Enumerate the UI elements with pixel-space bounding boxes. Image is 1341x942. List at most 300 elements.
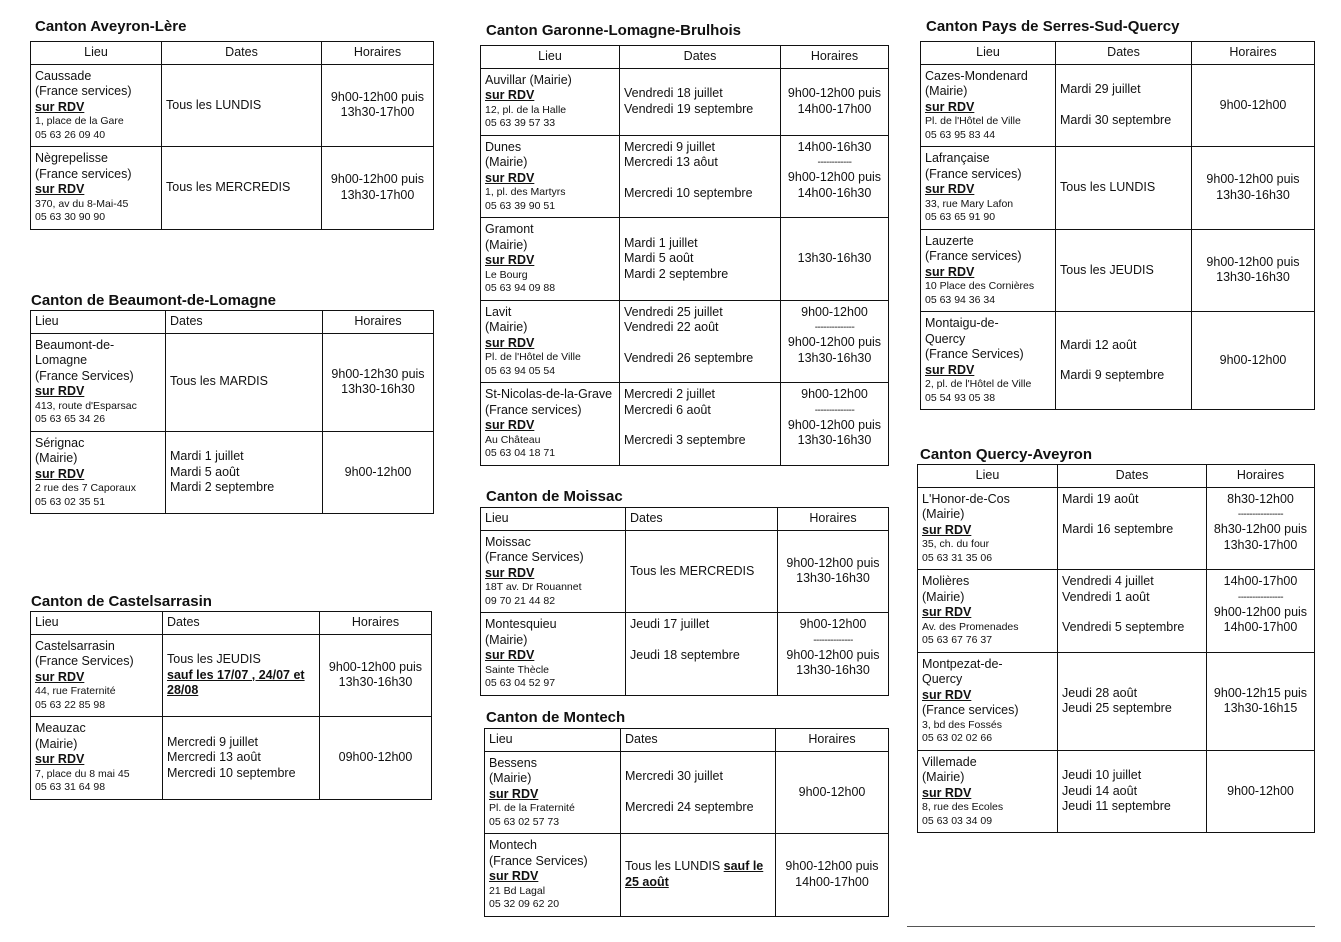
- location-address: 05 63 67 76 37: [922, 634, 993, 646]
- location-name: Molières: [922, 574, 970, 588]
- rdv-label: sur RDV: [485, 418, 535, 432]
- hours-line: 9h00-12h00 puis: [1213, 604, 1308, 619]
- location-address: 05 63 94 09 88: [485, 282, 556, 294]
- rdv-label: sur RDV: [485, 335, 535, 350]
- hours-line: 9h00-12h00 puis: [786, 555, 880, 570]
- date-line: Mardi 2 septembre: [170, 480, 275, 494]
- spacer: [1062, 507, 1202, 522]
- date-line: Mardi 29 juillet: [1060, 82, 1141, 97]
- location-name: Montesquieu: [485, 617, 557, 631]
- rdv-label: sur RDV: [922, 605, 972, 619]
- rdv-label: sur RDV: [925, 362, 975, 377]
- location-address: 18T av. Dr Rouannet: [485, 581, 582, 593]
- cell-dates: [1056, 64, 1192, 147]
- date-line: Jeudi 11 septembre: [1062, 799, 1171, 813]
- location-address: 44, rue Fraternité: [35, 685, 116, 697]
- cell-lieu: [918, 570, 1058, 653]
- spacer: [1060, 353, 1187, 368]
- location-address: 1, pl. des Martyrs: [485, 186, 566, 198]
- rdv-label: sur RDV: [925, 182, 975, 196]
- cell-horaires: [1192, 312, 1315, 410]
- location-address: 1, place de la Gare: [35, 115, 124, 127]
- hours-line: 9h00-12h00 puis: [787, 86, 882, 100]
- rdv-label: sur RDV: [922, 785, 972, 800]
- location-address: 370, av du 8-Mai-45: [35, 197, 129, 210]
- hours-line: 9h00-12h00: [799, 617, 867, 631]
- date-line: Tous les LUNDIS: [166, 97, 262, 112]
- hours-line: 13h30-16h15: [1223, 701, 1298, 715]
- column-header-dates: Dates: [162, 42, 322, 65]
- column-header-horaires: Horaires: [1192, 42, 1315, 65]
- date-line: Mercredi 10 septembre: [167, 765, 296, 780]
- column-header-lieu: Lieu: [481, 508, 626, 531]
- hours-line: 09h00-12h00: [338, 750, 413, 764]
- cell-dates: [621, 751, 776, 834]
- rdv-label: sur RDV: [35, 182, 85, 196]
- cell-lieu: [481, 68, 620, 135]
- cell-horaires: [781, 68, 889, 135]
- cell-horaires: [323, 431, 434, 514]
- cell-horaires: [320, 634, 432, 717]
- table-row: [31, 333, 434, 431]
- cell-dates: [621, 834, 776, 917]
- date-line: Mercredi 3 septembre: [624, 433, 746, 447]
- canton-title-serres: Canton Pays de Serres-Sud-Quercy: [926, 18, 1180, 35]
- column-header-lieu: Lieu: [918, 465, 1058, 488]
- cell-dates: [166, 431, 323, 514]
- column-header-dates: Dates: [626, 508, 778, 531]
- location-name: (Mairie): [922, 507, 965, 521]
- rdv-label: sur RDV: [485, 88, 535, 102]
- location-name: Quercy: [922, 672, 963, 686]
- column-header-dates: Dates: [1056, 42, 1192, 65]
- date-line: Tous les MERCREDIS: [630, 563, 755, 578]
- location-address: 05 63 65 91 90: [925, 211, 996, 223]
- hours-line: 13h30-16h30: [797, 350, 872, 365]
- separator-dashes: ----------------: [1237, 591, 1284, 603]
- date-line: Vendredi 22 août: [624, 320, 719, 334]
- location-name: (Mairie): [35, 451, 78, 465]
- hours-line: 13h30-16h30: [1216, 187, 1290, 202]
- date-line: Jeudi 17 juillet: [630, 617, 710, 631]
- date-line: Jeudi 18 septembre: [630, 647, 740, 662]
- rdv-label: sur RDV: [35, 669, 85, 684]
- location-name: (France Services): [489, 853, 588, 868]
- location-address: 05 63 94 36 34: [925, 293, 996, 306]
- column-header-lieu: Lieu: [31, 42, 162, 65]
- location-name: (Mairie): [922, 589, 965, 604]
- date-line: Mercredi 13 aôut: [624, 155, 718, 169]
- cell-dates: [1056, 229, 1192, 312]
- hours-line: 8h30-12h00: [1227, 491, 1294, 506]
- column-header-lieu: Lieu: [31, 612, 163, 635]
- separator-dashes: --------------: [813, 634, 853, 646]
- cell-dates: [1058, 570, 1207, 653]
- date-line: Mercredi 9 juillet: [624, 139, 716, 154]
- hours-line: 9h00-12h15 puis: [1213, 685, 1308, 700]
- cell-lieu: [918, 750, 1058, 833]
- location-address: Le Bourg: [485, 268, 528, 281]
- rdv-label: sur RDV: [925, 264, 975, 279]
- date-line: Mercredi 13 août: [167, 750, 261, 764]
- location-name: Lauzerte: [925, 233, 974, 248]
- table-beaumont: [30, 310, 434, 514]
- location-address: Av. des Promenades: [922, 620, 1019, 633]
- cell-dates: [166, 333, 323, 431]
- hours-line: 9h00-12h00 puis: [785, 859, 879, 874]
- table-row: [481, 300, 889, 383]
- cell-horaires: [1207, 750, 1315, 833]
- location-name: Caussade: [35, 68, 92, 83]
- location-name: Auvillar (Mairie): [485, 72, 572, 87]
- canton-title-quercy: Canton Quercy-Aveyron: [920, 446, 1092, 463]
- date-line: Tous les MERCREDIS: [166, 180, 291, 194]
- cell-lieu: [31, 64, 162, 147]
- hours-line: 13h30-17h00: [340, 187, 415, 202]
- hours-line: 9h00-12h00 puis: [328, 659, 423, 674]
- location-address: Pl. de la Fraternité: [489, 802, 575, 814]
- location-name: (France services): [925, 249, 1022, 263]
- spacer: [630, 633, 773, 648]
- hours-line: 9h00-12h00: [1219, 352, 1287, 367]
- table-row: [485, 751, 889, 834]
- date-exception: 28/08: [167, 683, 199, 697]
- date-line: Vendredi 5 septembre: [1062, 620, 1185, 634]
- date-line: Jeudi 14 août: [1062, 783, 1138, 798]
- cell-dates: [162, 147, 322, 230]
- cell-lieu: [921, 229, 1056, 312]
- date-exception: 25 août: [625, 874, 669, 889]
- cell-lieu: [481, 530, 626, 613]
- location-name: (Mairie): [35, 736, 78, 751]
- column-header-lieu: Lieu: [485, 729, 621, 752]
- location-name: Cazes-Mondenard: [925, 68, 1028, 83]
- cell-lieu: [918, 487, 1058, 570]
- location-name: Montech: [489, 838, 537, 852]
- location-address: 05 63 95 83 44: [925, 128, 996, 141]
- rdv-label: sur RDV: [922, 522, 972, 537]
- hours-line: 14h00-17h00: [1223, 620, 1298, 634]
- canton-title-moissac: Canton de Moissac: [486, 488, 623, 505]
- location-address: 05 63 39 90 51: [485, 199, 556, 212]
- table-row: [481, 383, 889, 466]
- cell-horaires: [778, 613, 889, 696]
- location-address: 05 63 02 57 73: [489, 815, 560, 828]
- hours-line: 13h30-16h30: [1216, 270, 1290, 285]
- location-name: (Mairie): [485, 632, 528, 647]
- location-name: (France Services): [485, 550, 584, 564]
- hours-line: 9h00-12h00 puis: [787, 170, 882, 184]
- cell-dates: [620, 68, 781, 135]
- cell-dates: [620, 300, 781, 383]
- date-line: Mercredi 2 juillet: [624, 387, 716, 401]
- cell-dates: [626, 613, 778, 696]
- table-row: [918, 652, 1315, 750]
- location-address: 05 63 02 35 51: [35, 495, 106, 508]
- cell-horaires: [1207, 487, 1315, 570]
- location-address: 10 Place des Cornières: [925, 280, 1035, 292]
- date-line: Vendredi 4 juillet: [1062, 574, 1154, 588]
- location-name: Gramont: [485, 222, 534, 236]
- location-address: 35, ch. du four: [922, 538, 990, 550]
- table-quercy: [917, 464, 1315, 833]
- cell-dates: [620, 135, 781, 218]
- location-address: 05 63 39 57 33: [485, 117, 556, 129]
- cell-horaires: [781, 300, 889, 383]
- canton-title-aveyron-lere: Canton Aveyron-Lère: [35, 18, 187, 35]
- location-address: 05 63 30 90 90: [35, 211, 106, 223]
- column-header-horaires: Horaires: [323, 311, 434, 334]
- location-name: (Mairie): [485, 320, 528, 334]
- hours-line: 13h30-16h30: [797, 433, 872, 447]
- cell-lieu: [481, 135, 620, 218]
- column-header-dates: Dates: [621, 729, 776, 752]
- cell-horaires: [1192, 64, 1315, 147]
- location-address: 05 63 03 34 09: [922, 814, 993, 827]
- location-name: (France services): [485, 402, 582, 417]
- hours-line: 9h00-12h00 puis: [787, 335, 882, 349]
- location-name: (France services): [925, 166, 1022, 181]
- date-line: Tous les JEUDIS: [1060, 262, 1154, 277]
- table-row: [31, 147, 434, 230]
- table-row: [918, 570, 1315, 653]
- date-line: Vendredi 26 septembre: [624, 350, 754, 365]
- date-line: Tous les JEUDIS: [167, 652, 261, 666]
- separator-dashes: --------------: [814, 322, 855, 333]
- date-line: Mercredi 24 septembre: [625, 799, 754, 814]
- spacer: [1060, 98, 1187, 113]
- separator-dashes: --------------: [814, 404, 855, 416]
- hours-line: 13h30-16h30: [797, 251, 872, 265]
- column-header-dates: Dates: [166, 311, 323, 334]
- cell-lieu: [31, 431, 166, 514]
- date-line: Mercredi 10 septembre: [624, 185, 753, 200]
- cell-horaires: [781, 135, 889, 218]
- canton-title-montech: Canton de Montech: [486, 709, 626, 726]
- hours-line: 13h30-16h30: [796, 571, 870, 586]
- cell-horaires: [776, 834, 889, 917]
- cell-lieu: [31, 634, 163, 717]
- location-address: 8, rue des Ecoles: [922, 801, 1004, 813]
- date-line: Mardi 5 août: [170, 464, 240, 479]
- table-serres: [920, 41, 1315, 410]
- table-row: [921, 229, 1315, 312]
- location-name: (Mairie): [485, 237, 528, 252]
- hours-line: 9h00-12h00 puis: [786, 647, 880, 662]
- hours-line: 9h00-12h00 puis: [330, 89, 425, 104]
- date-line: Vendredi 19 septembre: [624, 101, 754, 116]
- table-row: [31, 717, 432, 800]
- location-name: (France Services): [35, 654, 134, 668]
- date-line: Jeudi 25 septembre: [1062, 701, 1172, 715]
- date-line: Jeudi 28 août: [1062, 685, 1138, 700]
- hours-line: 13h30-17h00: [1223, 537, 1298, 552]
- cell-horaires: [322, 64, 434, 147]
- location-name: (Mairie): [925, 84, 968, 98]
- table-castelsarrasin: [30, 611, 432, 800]
- cell-lieu: [31, 333, 166, 431]
- location-address: 12, pl. de la Halle: [485, 103, 567, 116]
- rdv-label: sur RDV: [489, 786, 539, 801]
- column-header-lieu: Lieu: [481, 46, 620, 69]
- date-line: Mardi 16 septembre: [1062, 522, 1174, 536]
- location-name: Bessens: [489, 755, 537, 770]
- spacer: [1062, 605, 1202, 620]
- location-name: (France Services): [925, 347, 1024, 361]
- location-address: 05 63 94 05 54: [485, 364, 556, 377]
- rdv-label: sur RDV: [489, 869, 539, 883]
- cell-dates: [1058, 487, 1207, 570]
- location-address: 05 63 26 09 40: [35, 128, 106, 141]
- hours-line: 14h00-16h30: [797, 139, 872, 154]
- spacer: [624, 418, 776, 433]
- spacer: [625, 785, 771, 800]
- hours-line: 8h30-12h00 puis: [1213, 522, 1308, 536]
- cell-dates: [620, 383, 781, 466]
- table-garonne: [480, 45, 889, 466]
- location-name: (Mairie): [485, 155, 528, 169]
- location-address: 05 63 04 52 97: [485, 677, 556, 689]
- location-name: Meauzac: [35, 721, 86, 735]
- cell-horaires: [322, 147, 434, 230]
- canton-title-garonne: Canton Garonne-Lomagne-Brulhois: [486, 22, 741, 39]
- rdv-label: sur RDV: [35, 752, 85, 766]
- location-name: Beaumont-de-: [35, 337, 115, 352]
- table-row: [31, 431, 434, 514]
- table-row: [918, 750, 1315, 833]
- location-name: Lavit: [485, 304, 512, 319]
- column-header-dates: Dates: [163, 612, 320, 635]
- canton-title-castelsarrasin: Canton de Castelsarrasin: [31, 593, 212, 610]
- cell-lieu: [918, 652, 1058, 750]
- table-row: [921, 312, 1315, 410]
- cell-lieu: [485, 834, 621, 917]
- location-address: 05 63 31 35 06: [922, 551, 993, 564]
- cell-horaires: [776, 751, 889, 834]
- cell-horaires: [1207, 570, 1315, 653]
- hours-line: 14h00-17h00: [1223, 574, 1298, 588]
- hours-line: 9h00-12h00: [801, 304, 868, 319]
- location-name: Lomagne: [35, 353, 88, 367]
- cell-lieu: [31, 717, 163, 800]
- location-address: 05 63 22 85 98: [35, 698, 106, 711]
- location-address: 3, bd des Fossés: [922, 718, 1002, 731]
- column-header-lieu: Lieu: [921, 42, 1056, 65]
- location-address: Pl. de l'Hôtel de Ville: [485, 351, 581, 363]
- rdv-label: sur RDV: [485, 253, 535, 267]
- location-name: (France services): [35, 84, 132, 98]
- date-line: [625, 859, 771, 875]
- location-address: 09 70 21 44 82: [485, 594, 556, 607]
- hours-line: 9h00-12h30 puis: [331, 366, 425, 381]
- column-header-horaires: Horaires: [1207, 465, 1315, 488]
- table-montech: [484, 728, 889, 917]
- date-line: Mardi 30 septembre: [1060, 112, 1172, 127]
- hours-line: 9h00-12h00 puis: [787, 417, 882, 432]
- table-row: [485, 834, 889, 917]
- cell-lieu: [485, 751, 621, 834]
- date-line: Vendredi 18 juillet: [624, 86, 723, 100]
- location-name: Castelsarrasin: [35, 638, 115, 653]
- location-address: 413, route d'Esparsac: [35, 399, 137, 412]
- cell-lieu: [481, 218, 620, 301]
- hours-line: 9h00-12h00: [1219, 97, 1287, 112]
- column-header-horaires: Horaires: [320, 612, 432, 635]
- location-name: Lafrançaise: [925, 151, 990, 165]
- location-address: 05 54 93 05 38: [925, 391, 996, 404]
- separator-dashes: ----------------: [1237, 509, 1284, 520]
- rdv-label: sur RDV: [35, 99, 85, 114]
- column-header-dates: Dates: [1058, 465, 1207, 488]
- cell-horaires: [1192, 147, 1315, 230]
- spacer: [624, 171, 776, 186]
- location-address: 7, place du 8 mai 45: [35, 767, 130, 780]
- location-name: Montpezat-de-: [922, 656, 1003, 671]
- column-header-horaires: Horaires: [781, 46, 889, 69]
- date-exception: sauf le: [723, 859, 764, 874]
- cell-dates: [1058, 652, 1207, 750]
- date-exception: sauf les 17/07 , 24/07 et: [167, 667, 305, 682]
- date-line: Jeudi 10 juillet: [1062, 768, 1142, 782]
- location-name: Villemade: [922, 754, 977, 769]
- location-address: 05 63 65 34 26: [35, 413, 106, 425]
- date-line: Vendredi 1 août: [1062, 589, 1150, 604]
- rdv-label: sur RDV: [35, 384, 85, 398]
- cell-lieu: [921, 147, 1056, 230]
- rdv-label: sur RDV: [485, 170, 535, 185]
- hours-line: 9h00-12h00: [801, 387, 868, 401]
- location-name: (Mairie): [922, 770, 965, 784]
- rdv-label: sur RDV: [485, 565, 535, 580]
- hours-line: 14h00-16h30: [797, 185, 872, 200]
- date-line: Mercredi 9 juillet: [167, 734, 259, 749]
- bottom-divider: [907, 926, 1315, 927]
- location-address: Sainte Thècle: [485, 663, 550, 676]
- location-address: 33, rue Mary Lafon: [925, 197, 1014, 210]
- date-line: Mercredi 6 août: [624, 402, 711, 417]
- date-line: Tous les LUNDIS: [1060, 180, 1156, 194]
- table-row: [481, 68, 889, 135]
- location-address: 05 63 02 02 66: [922, 732, 993, 744]
- date-line: Mardi 12 août: [1060, 337, 1137, 352]
- spacer: [624, 336, 776, 351]
- cell-horaires: [781, 218, 889, 301]
- date-line: Mercredi 30 juillet: [625, 769, 723, 784]
- cell-horaires: [778, 530, 889, 613]
- cell-horaires: [1207, 652, 1315, 750]
- location-type: (France services): [922, 703, 1019, 717]
- canton-title-beaumont: Canton de Beaumont-de-Lomagne: [31, 292, 277, 309]
- location-address: 05 63 04 18 71: [485, 447, 556, 459]
- date-line: Mardi 5 août: [624, 251, 694, 265]
- location-address: 05 32 09 62 20: [489, 898, 560, 910]
- table-row: [921, 64, 1315, 147]
- hours-line: 9h00-12h00: [344, 464, 412, 479]
- hours-line: 13h30-16h30: [341, 382, 415, 396]
- date-line: Mardi 2 septembre: [624, 266, 729, 281]
- hours-line: 13h30-16h30: [338, 675, 413, 690]
- cell-lieu: [481, 300, 620, 383]
- cell-horaires: [781, 383, 889, 466]
- table-row: [921, 147, 1315, 230]
- location-address: 05 63 31 64 98: [35, 781, 106, 793]
- table-row: [31, 634, 432, 717]
- location-name: Montaigu-de-: [925, 316, 999, 330]
- hours-line: 9h00-12h00: [798, 784, 866, 799]
- cell-lieu: [921, 64, 1056, 147]
- location-name: (Mairie): [489, 771, 532, 785]
- table-row: [481, 613, 889, 696]
